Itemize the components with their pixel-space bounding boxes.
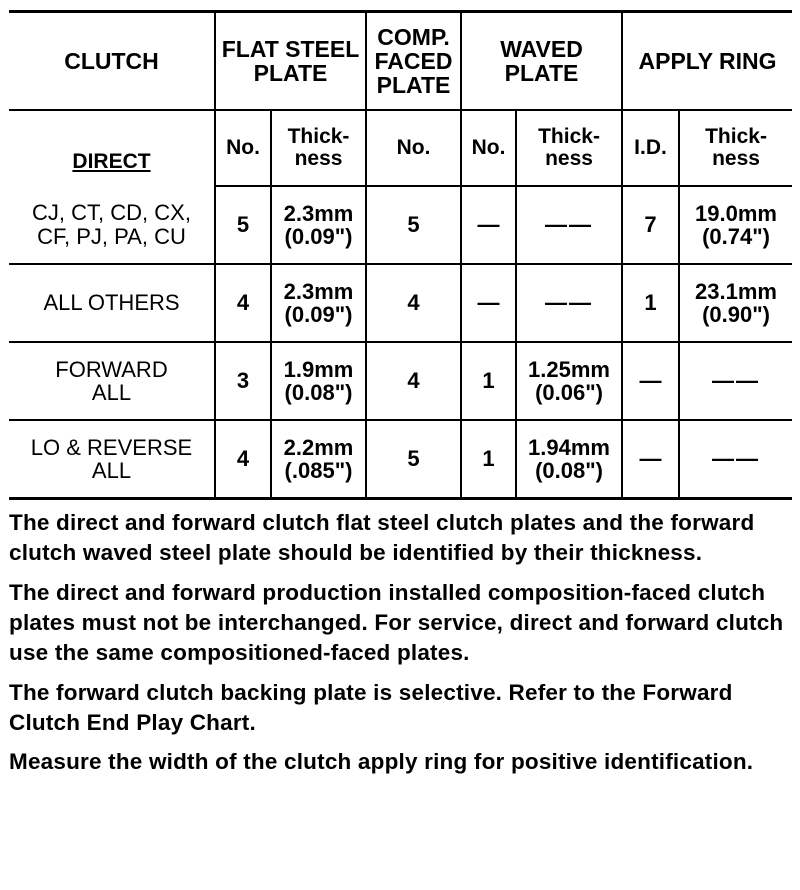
row-ring-id: 1: [622, 264, 679, 342]
subheader-waved-thickness: Thick- ness: [516, 110, 622, 186]
row-waved-thickness: ——: [516, 186, 622, 264]
row-ring-thickness: ——: [679, 342, 792, 420]
table-row: [9, 186, 792, 264]
row-flat-thickness-mm: 1.9mm: [283, 356, 354, 382]
row-flat-thickness-in: (0.09"): [284, 224, 353, 249]
row-flat-thickness: [271, 342, 366, 420]
note-paragraph: The direct and forward production installed composition-faced clutch plates must not be interchanged. For service, direct and forward clutch use the same compositioned-faced plates.: [9, 579, 784, 665]
subheader-direct-cell: [9, 110, 215, 186]
row-flat-thickness-in: (.085"): [284, 458, 353, 483]
header-waved-plate: WAVED PLATE: [461, 12, 622, 111]
row-ring-id: —: [622, 420, 679, 499]
note-paragraph: Measure the width of the clutch apply ring for positive identification.: [9, 749, 754, 775]
row-ring-thickness-in: (0.74"): [702, 224, 770, 249]
row-waved-thickness-in: (0.06"): [535, 380, 603, 405]
header-flat-steel-plate: FLAT STEEL PLATE: [215, 12, 366, 111]
row-flat-thickness-mm: 2.3mm: [283, 200, 354, 226]
row-comp-no: 4: [366, 342, 461, 420]
row-clutch: [9, 420, 215, 499]
row-waved-thickness-mm: 1.25mm: [528, 356, 610, 382]
header-clutch: CLUTCH: [9, 12, 215, 111]
table-row: [9, 342, 792, 420]
row-waved-no: —: [461, 264, 516, 342]
row-ring-thickness-mm: 23.1mm: [695, 278, 777, 304]
row-clutch-line1: FORWARD: [55, 356, 168, 382]
subheader-no: No.: [215, 110, 271, 186]
row-comp-no: 5: [366, 420, 461, 499]
row-flat-no: 4: [215, 420, 271, 499]
row-flat-no: 4: [215, 264, 271, 342]
row-clutch-line1: LO & REVERSE: [30, 434, 193, 460]
row-clutch: [9, 186, 215, 264]
clutch-plate-table: [9, 10, 792, 500]
table-header-row: [9, 12, 792, 111]
subheader-thickness: Thick- ness: [271, 110, 366, 186]
row-ring-id: —: [622, 342, 679, 420]
notes: [9, 508, 792, 777]
row-waved-thickness: [516, 342, 622, 420]
row-flat-no: 3: [215, 342, 271, 420]
row-waved-thickness-mm: 1.94mm: [528, 434, 610, 460]
row-comp-no: 4: [366, 264, 461, 342]
row-comp-no: 5: [366, 186, 461, 264]
row-ring-id: 7: [622, 186, 679, 264]
row-waved-no: 1: [461, 420, 516, 499]
row-flat-thickness: [271, 264, 366, 342]
note-paragraph: The forward clutch backing plate is selective. Refer to the Forward Clutch End Play Chart.: [9, 679, 733, 735]
row-flat-thickness-mm: 2.3mm: [283, 278, 354, 304]
table-row: [9, 420, 792, 499]
row-waved-thickness-in: (0.08"): [535, 458, 603, 483]
note-paragraph: The direct and forward clutch flat steel clutch plates and the forward clutch waved steel plate should be identified by their thickness.: [9, 510, 755, 565]
row-waved-thickness: [516, 420, 622, 499]
row-ring-thickness: ——: [679, 420, 792, 499]
header-apply-ring: APPLY RING: [622, 12, 792, 111]
subheader-ring-thickness: Thick- ness: [679, 110, 792, 186]
subheader-id: I.D.: [622, 110, 679, 186]
row-clutch: [9, 264, 215, 342]
document: [9, 10, 792, 787]
row-flat-thickness-mm: 2.2mm: [283, 434, 354, 460]
row-flat-no: 5: [215, 186, 271, 264]
row-clutch-line2: CF, PJ, PA, CU: [37, 223, 186, 249]
row-flat-thickness: [271, 420, 366, 499]
row-waved-no: —: [461, 186, 516, 264]
row-clutch-line1: CJ, CT, CD, CX,: [32, 200, 191, 226]
row-waved-thickness: ——: [516, 264, 622, 342]
row-ring-thickness-in: (0.90"): [702, 302, 770, 327]
subheader-direct: DIRECT: [72, 150, 151, 174]
row-ring-thickness: [679, 264, 792, 342]
table-row: [9, 264, 792, 342]
header-comp-faced-plate: COMP. FACED PLATE: [366, 12, 461, 111]
row-clutch-line1: ALL OTHERS: [43, 290, 180, 316]
row-ring-thickness: [679, 186, 792, 264]
subheader-waved-no: No.: [461, 110, 516, 186]
row-flat-thickness-in: (0.09"): [284, 302, 353, 327]
row-flat-thickness: [271, 186, 366, 264]
row-clutch-line2: ALL: [91, 380, 132, 405]
row-waved-no: 1: [461, 342, 516, 420]
row-flat-thickness-in: (0.08"): [284, 380, 353, 405]
subheader-comp-no: No.: [366, 110, 461, 186]
table-subheader-row: [9, 110, 792, 186]
row-clutch: [9, 342, 215, 420]
row-ring-thickness-mm: 19.0mm: [695, 200, 777, 226]
row-clutch-line2: ALL: [91, 458, 132, 483]
